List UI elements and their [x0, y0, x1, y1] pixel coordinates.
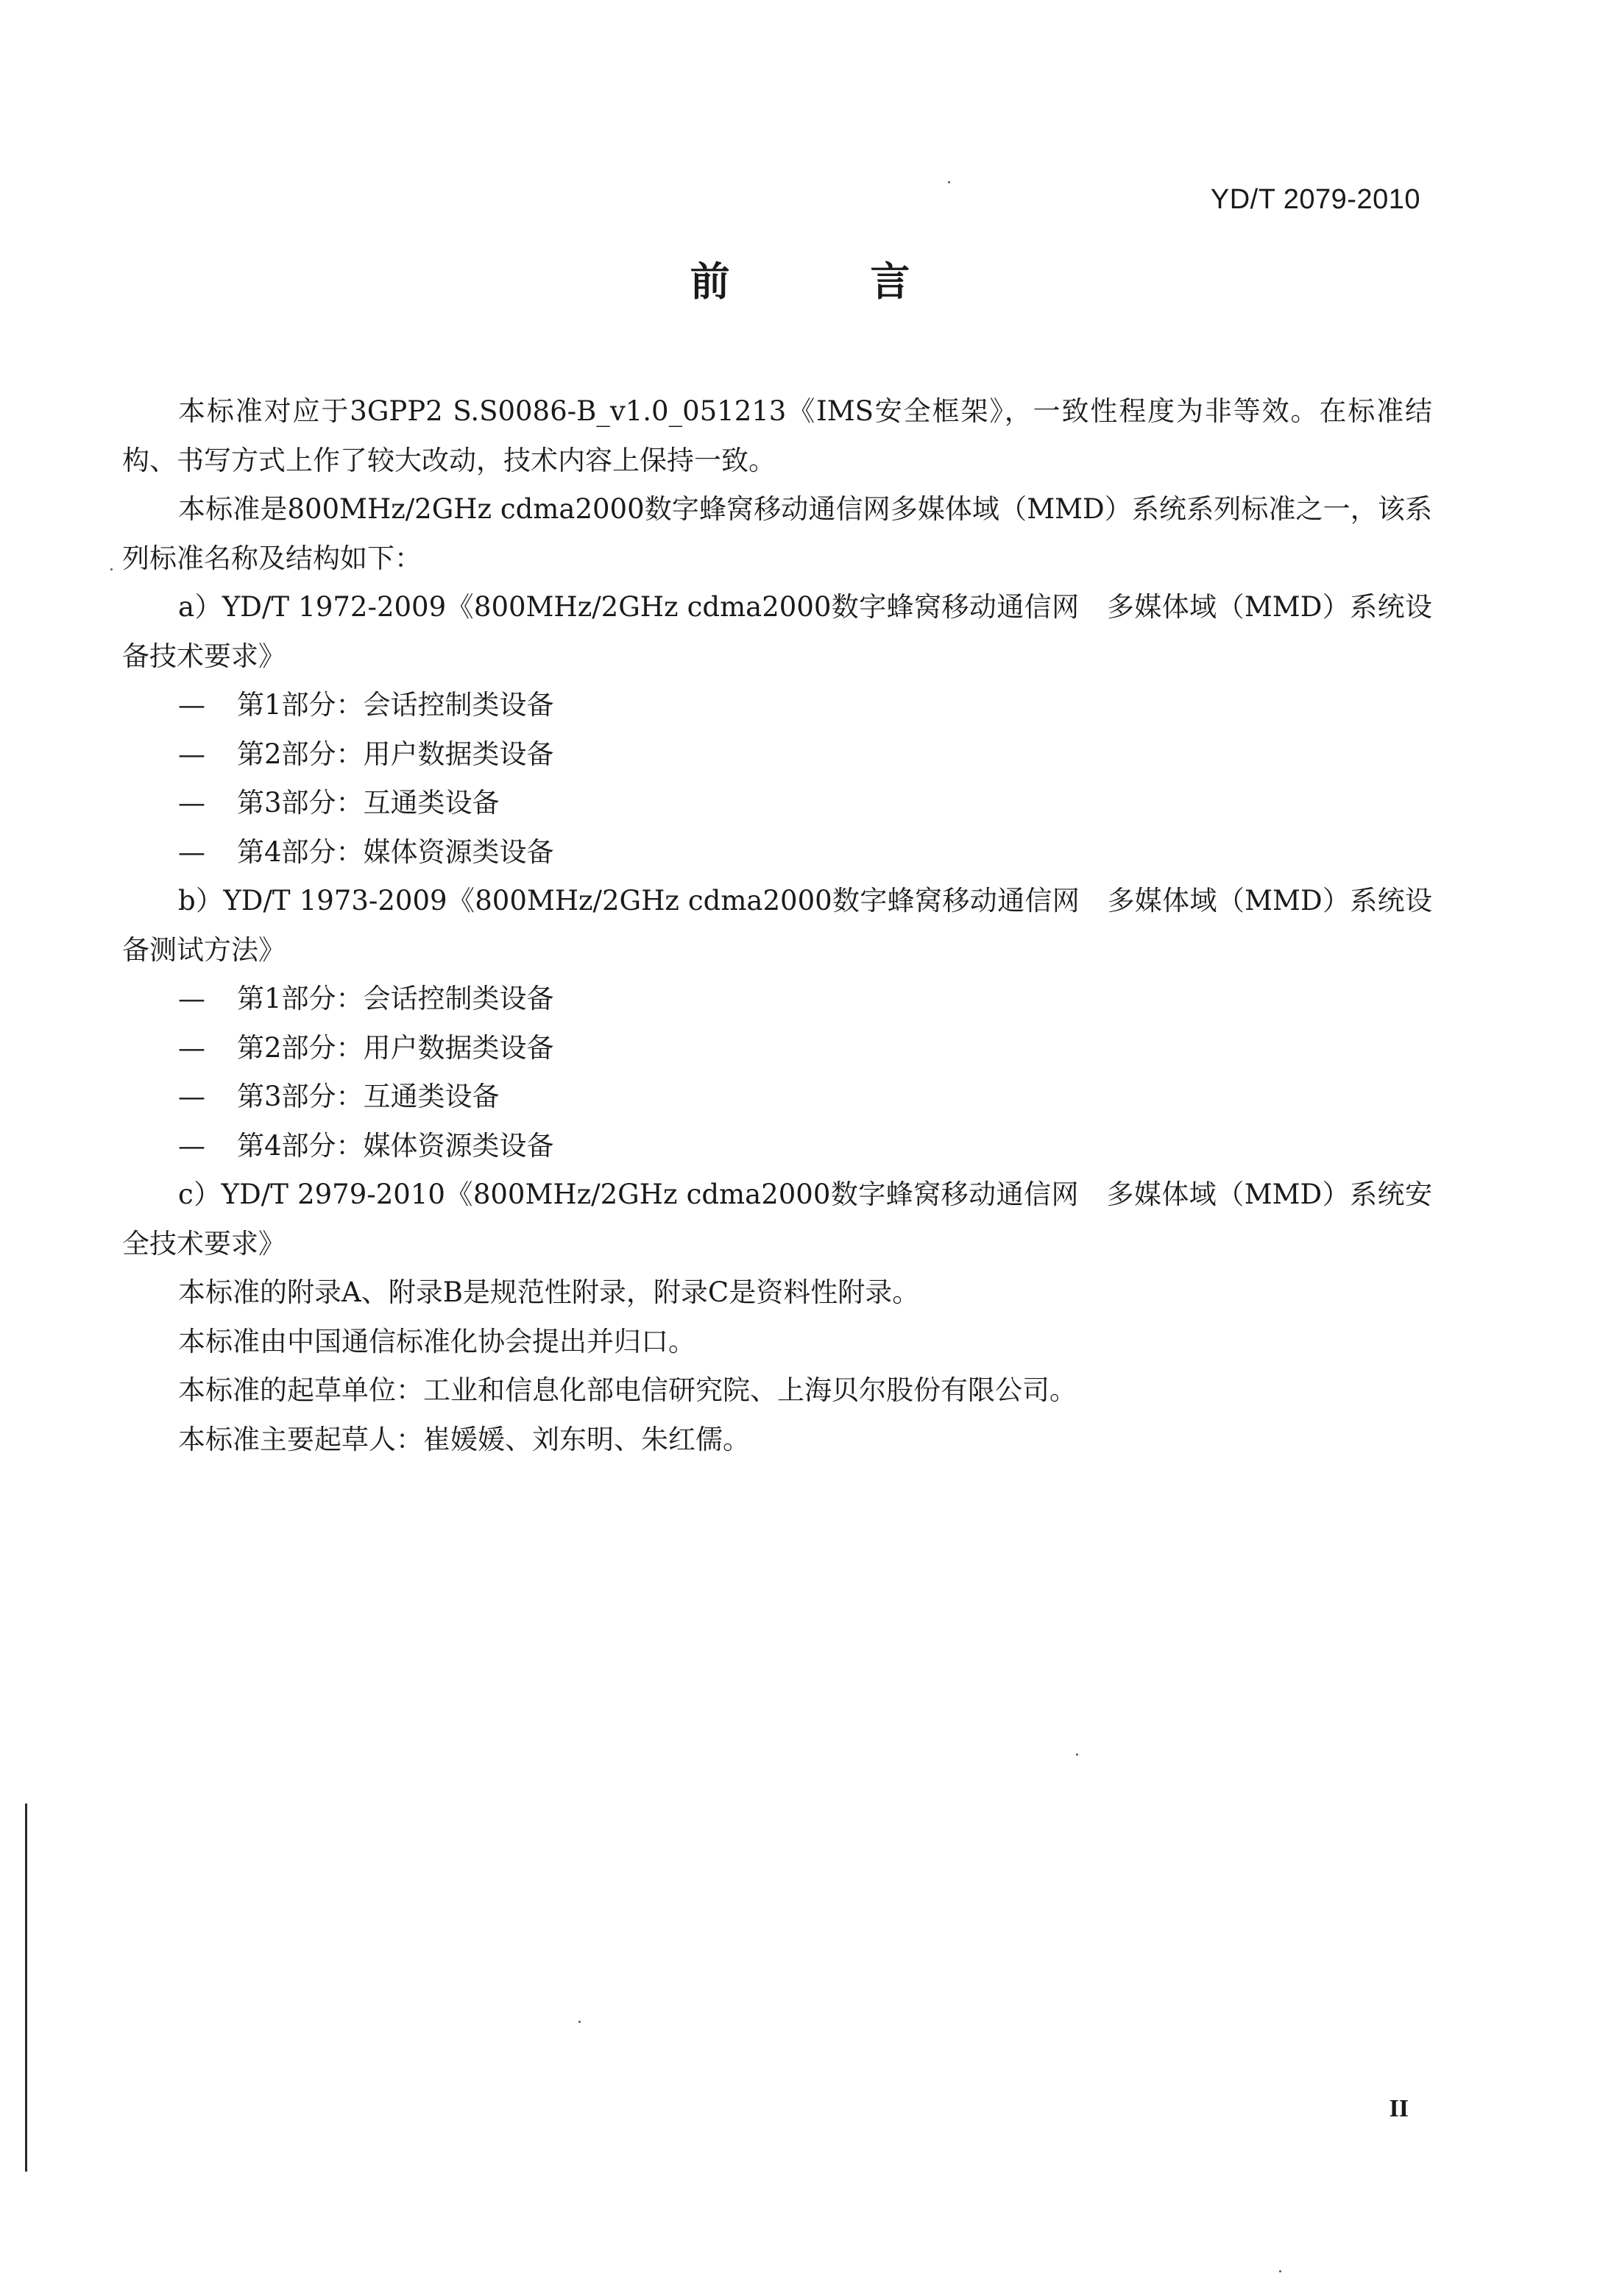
dash-mark: — — [178, 1129, 205, 1162]
list-item-b: b）YD/T 1973-2009《800MHz/2GHz cdma2000数字蜂窝移动通信网 多媒体域（MMD）系统设备测试方法》 — [122, 885, 1432, 966]
dash-mark: — — [178, 787, 205, 819]
dash-mark: — — [178, 1031, 205, 1064]
dash-mark: — — [178, 1081, 205, 1112]
page-number: II — [1389, 2095, 1409, 2122]
dash-mark: — — [178, 836, 205, 868]
scan-artifact-line — [25, 1804, 27, 2172]
scan-speck — [578, 2021, 581, 2023]
paragraph-correspondence: 本标准对应于3GPP2 S.S0086-B_v1.0_051213《IMS安全框架》，一致性程度为非等效。在标准结构、书写方式上作了较大改动，技术内容上保持一致。 — [122, 395, 1432, 476]
list-subitem — [122, 681, 1432, 730]
scan-speck — [1279, 2270, 1281, 2272]
page-title: 前 言 — [690, 258, 974, 305]
dash-mark: — — [178, 738, 205, 770]
subitem-text: 第2部分：用户数据类设备 — [237, 1031, 554, 1064]
foreword-body — [122, 387, 1432, 1464]
list-subitem — [122, 1073, 1432, 1122]
list-subitem — [122, 779, 1432, 828]
list-subitem — [122, 730, 1432, 780]
subitem-text: 第1部分：会话控制类设备 — [237, 689, 554, 721]
subitem-text: 第2部分：用户数据类设备 — [237, 738, 554, 770]
paragraph-proposer: 本标准由中国通信标准化协会提出并归口。 — [178, 1325, 695, 1357]
list-subitem — [122, 975, 1432, 1024]
scan-speck — [1076, 1753, 1078, 1756]
paragraph-drafters: 本标准主要起草人：崔媛媛、刘东明、朱红儒。 — [178, 1423, 750, 1455]
standard-number: YD/T 2079-2010 — [1210, 184, 1420, 215]
scan-speck — [110, 568, 113, 571]
list-subitem — [122, 1024, 1432, 1073]
subitem-text: 第4部分：媒体资源类设备 — [237, 1129, 554, 1162]
subitem-text: 第4部分：媒体资源类设备 — [237, 836, 554, 868]
dash-mark: — — [178, 689, 205, 721]
subitem-text: 第3部分：互通类设备 — [237, 1081, 500, 1112]
paragraph-annexes: 本标准的附录A、附录B是规范性附录，附录C是资料性附录。 — [178, 1276, 920, 1308]
list-subitem — [122, 1122, 1432, 1171]
subitem-text: 第1部分：会话控制类设备 — [237, 983, 554, 1014]
scan-speck — [948, 181, 950, 183]
list-item-c: c）YD/T 2979-2010《800MHz/2GHz cdma2000数字蜂窝移动通信网 多媒体域（MMD）系统安全技术要求》 — [122, 1179, 1432, 1260]
paragraph-drafting-units: 本标准的起草单位：工业和信息化部电信研究院、上海贝尔股份有限公司。 — [178, 1374, 1077, 1406]
paragraph-series-intro: 本标准是800MHz/2GHz cdma2000数字蜂窝移动通信网多媒体域（MMD）系统系列标准之一，该系列标准名称及结构如下： — [122, 493, 1432, 574]
dash-mark: — — [178, 983, 205, 1014]
list-subitem — [122, 828, 1432, 877]
subitem-text: 第3部分：互通类设备 — [237, 787, 500, 819]
list-item-a: a）YD/T 1972-2009《800MHz/2GHz cdma2000数字蜂窝移动通信网 多媒体域（MMD）系统设备技术要求》 — [122, 591, 1432, 672]
